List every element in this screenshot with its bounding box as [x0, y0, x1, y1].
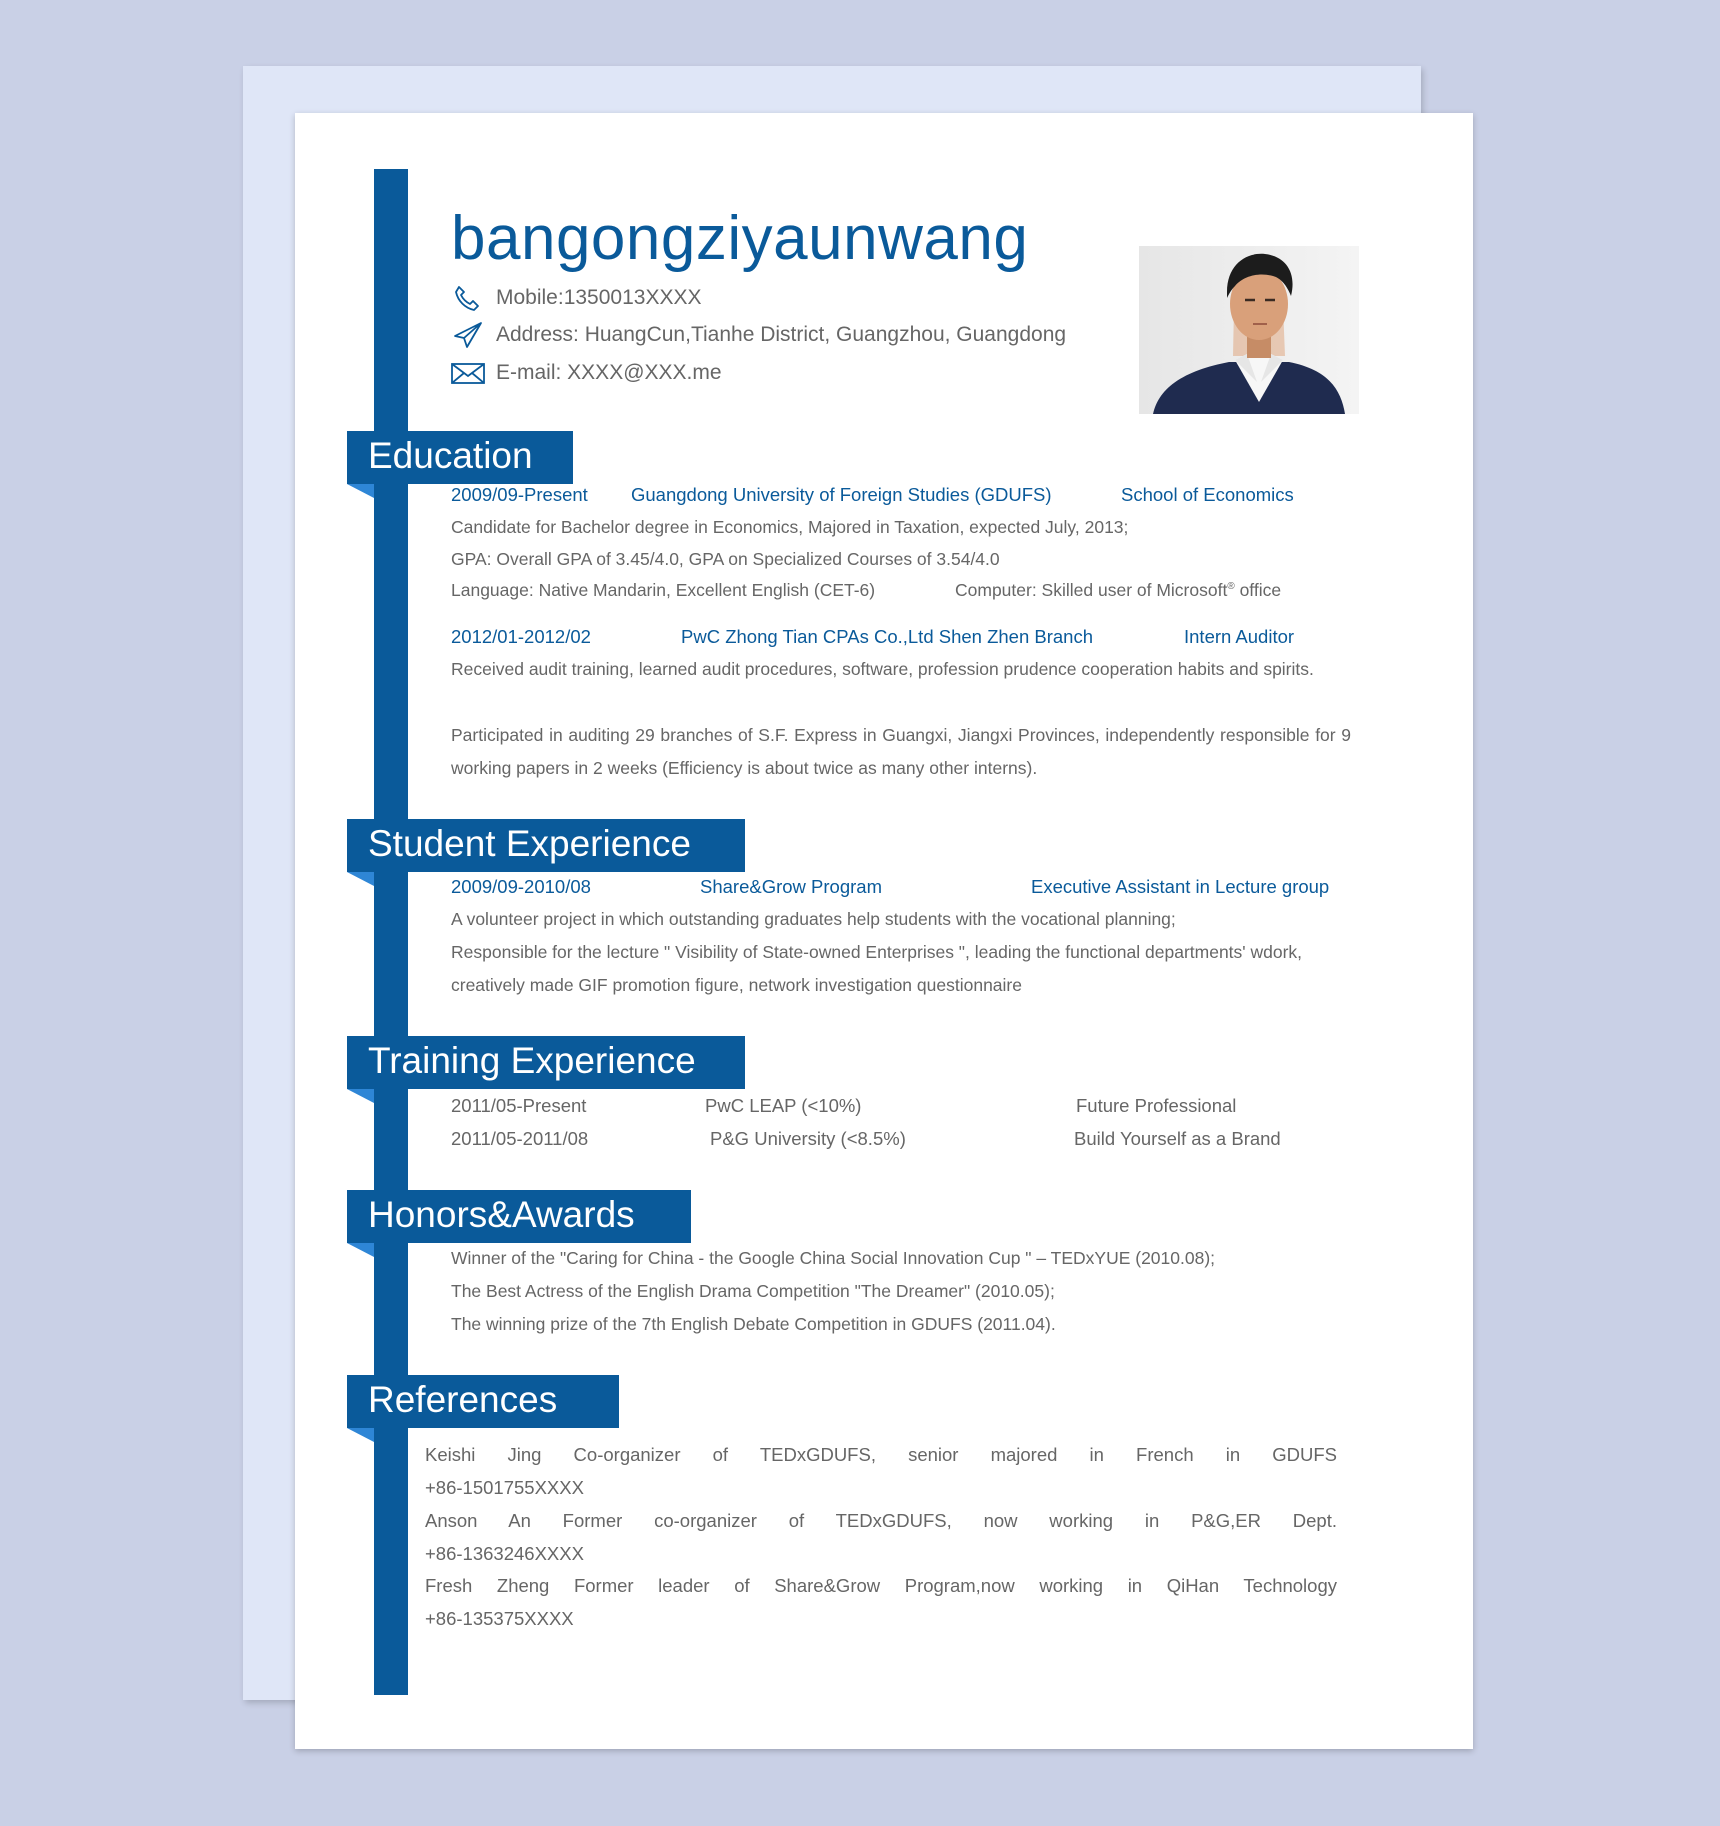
reference-line: Fresh Zheng Former leader of Share&Grow Program,now working in QiHan Technology — [425, 1575, 1337, 1596]
training-date: 2011/05-2011/08 — [451, 1128, 589, 1149]
entry-org: PwC Zhong Tian CPAs Co.,Ltd Shen Zhen Branch — [681, 626, 1094, 647]
internship-paragraph: Received audit training, learned audit procedures, software, profession prudence cooperation habits and spirits. — [451, 659, 1314, 679]
training-row — [295, 1095, 1473, 1121]
section-title: Honors&Awards — [368, 1194, 635, 1235]
education-line: GPA: Overall GPA of 3.45/4.0, GPA on Specialized Courses of 3.54/4.0 — [451, 549, 1000, 569]
contact-mobile — [450, 283, 701, 313]
entry-date: 2009/09-2010/08 — [451, 876, 591, 897]
ribbon-fold — [347, 1428, 374, 1442]
section-title: References — [368, 1379, 558, 1420]
contact-email — [450, 358, 722, 388]
reference-line: Keishi Jing Co-organizer of TEDxGDUFS, senior majored in French in GDUFS — [425, 1444, 1337, 1465]
candidate-name: bangongziyaunwang — [451, 204, 1029, 273]
training-topic: Build Yourself as a Brand — [1074, 1128, 1281, 1149]
ribbon-fold — [347, 1243, 374, 1257]
training-program: PwC LEAP (<10%) — [705, 1095, 862, 1116]
student-entry-head — [295, 876, 1473, 902]
reference-phone: +86-1501755XXXX — [425, 1477, 584, 1498]
education-line: Candidate for Bachelor degree in Economics, Majored in Taxation, expected July, 2013; — [451, 517, 1129, 537]
reference-line: Anson An Former co-organizer of TEDxGDUFS, now working in P&G,ER Dept. — [425, 1510, 1337, 1531]
training-program: P&G University (<8.5%) — [710, 1128, 906, 1149]
entry-org: Guangdong University of Foreign Studies (GDUFS) — [631, 484, 1052, 505]
section-title: Training Experience — [368, 1040, 696, 1081]
contact-address — [450, 320, 1066, 350]
internship-entry-head — [295, 626, 1473, 652]
computer-line: Computer: Skilled user of Microsoft® office — [955, 580, 1282, 600]
section-title: Student Experience — [368, 823, 691, 864]
language-line: Language: Native Mandarin, Excellent English (CET-6) — [451, 580, 876, 600]
entry-role: Executive Assistant in Lecture group — [1031, 876, 1330, 897]
paper-plane-icon — [450, 320, 486, 350]
envelope-icon — [450, 358, 486, 388]
reference-phone: +86-1363246XXXX — [425, 1543, 584, 1564]
email-text: E-mail: XXXX@XXX.me — [496, 361, 722, 384]
section-header-honors-awards — [347, 1190, 691, 1243]
mobile-text: Mobile:1350013XXXX — [496, 286, 702, 309]
internship-paragraph: Participated in auditing 29 branches of S.F. Express in Guangxi, Jiangxi Provinces, independently responsible for 9 working papers in 2 weeks (Efficiency is about twice as many other interns). — [451, 725, 1351, 778]
entry-role: School of Economics — [1121, 484, 1294, 505]
resume-page — [295, 113, 1473, 1749]
profile-photo — [1139, 246, 1359, 414]
entry-date: 2009/09-Present — [451, 484, 588, 505]
training-row — [295, 1128, 1473, 1154]
section-title: Education — [368, 435, 533, 476]
student-line: A volunteer project in which outstanding graduates help students with the vocational planning; — [451, 909, 1176, 929]
timeline-bar — [374, 169, 408, 1695]
reference-item — [425, 1438, 1337, 1504]
honor-line: The winning prize of the 7th English Debate Competition in GDUFS (2011.04). — [451, 1314, 1056, 1334]
reference-item — [425, 1569, 1337, 1635]
entry-org: Share&Grow Program — [700, 876, 882, 897]
training-date: 2011/05-Present — [451, 1095, 587, 1116]
honor-line: The Best Actress of the English Drama Competition "The Dreamer" (2010.05); — [451, 1281, 1055, 1301]
entry-date: 2012/01-2012/02 — [451, 626, 591, 647]
education-entry-head — [295, 484, 1473, 510]
section-header-student-experience — [347, 819, 745, 872]
honor-line: Winner of the "Caring for China - the Google China Social Innovation Cup " – TEDxYUE (2010.08); — [451, 1248, 1216, 1268]
reference-item — [425, 1504, 1337, 1570]
section-header-education — [347, 431, 573, 484]
student-line: creatively made GIF promotion figure, network investigation questionnaire — [451, 975, 1022, 995]
section-header-references — [347, 1375, 619, 1428]
student-line: Responsible for the lecture " Visibility of State-owned Enterprises ", leading the functional departments' wdork, — [451, 942, 1303, 962]
entry-role: Intern Auditor — [1184, 626, 1295, 647]
section-header-training-experience — [347, 1036, 745, 1089]
reference-phone: +86-135375XXXX — [425, 1608, 574, 1629]
address-text: Address: HuangCun,Tianhe District, Guangzhou, Guangdong — [496, 323, 1067, 346]
phone-icon — [450, 283, 486, 313]
training-topic: Future Professional — [1076, 1095, 1237, 1116]
